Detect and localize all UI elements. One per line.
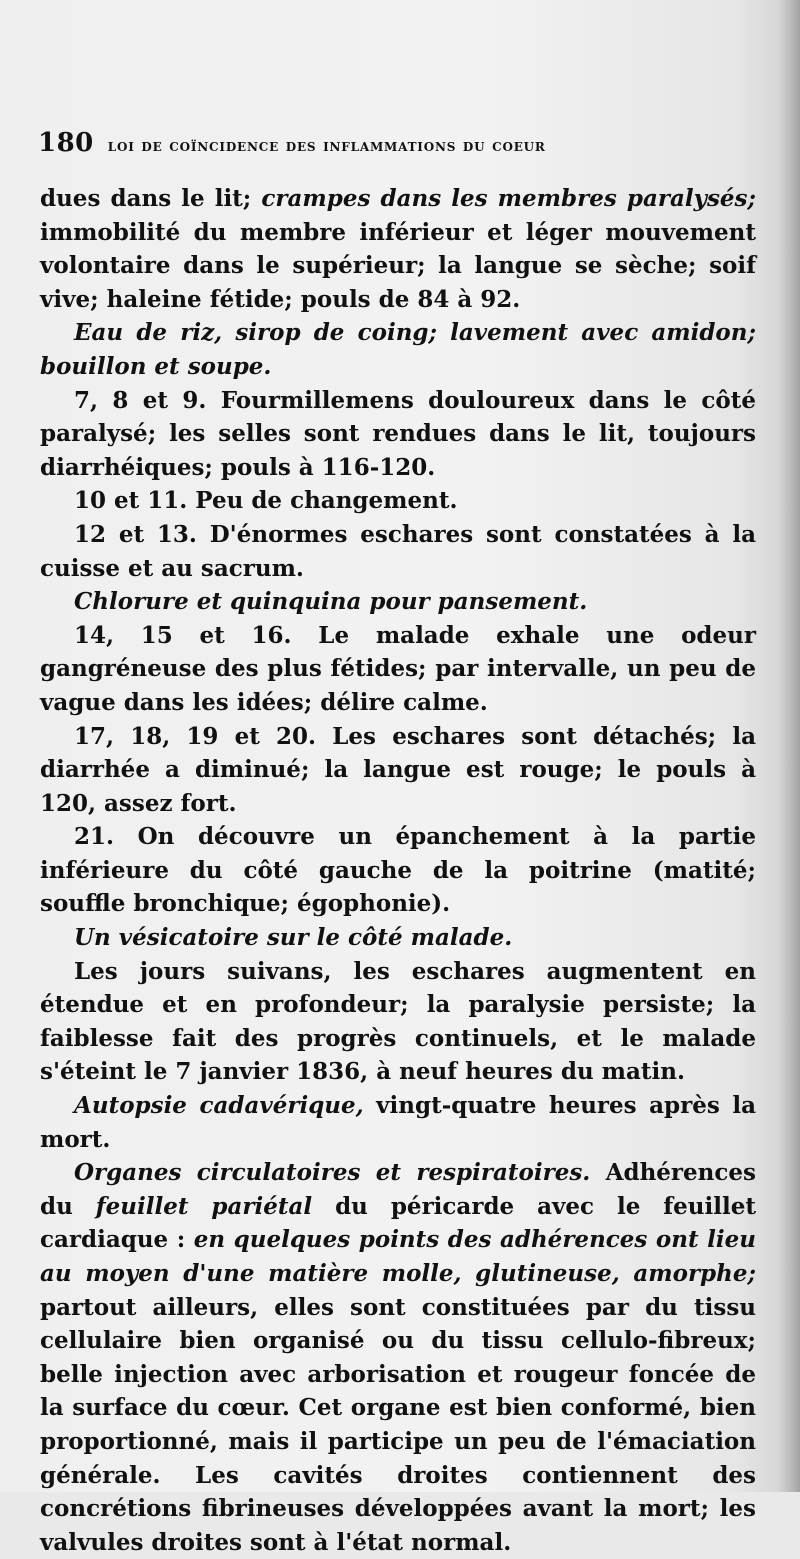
page-edge-shadow [778,0,800,1492]
paragraph-days-12-13 [40,518,756,585]
paragraph-treatment-3 [40,921,756,955]
text-run: immobilité du membre inférieur et léger mouvement volontaire dans le supérieur; la langue se sèche; soif vive; haleine fétide; pouls de 84 à 92. [40,218,756,313]
text-run: dues dans le lit; [40,185,262,212]
text-run: 14, 15 et 16. Le malade exhale une odeur gangréneuse des plus fétides; par intervalle, un peu de vague dans les idées; délire calme. [40,621,756,716]
page-header [38,128,738,164]
paragraph-following-days [40,955,756,1089]
text-run: 7, 8 et 9. Fourmillemens douloureux dans le côté paralysé; les selles sont rendues dans le lit, toujours diarrhéiques; pouls à 116-120. [40,386,756,481]
italic-run: Organes circulatoires et respiratoires. [74,1159,591,1187]
paragraph-days-17-20 [40,720,756,821]
paragraph-treatment-2 [40,585,756,619]
paragraph-days-14-16 [40,619,756,720]
text-run: Les jours suivans, les eschares augmentent en étendue et en profondeur; la paralysie persiste; la faiblesse fait des progrès continuels, et le malade s'éteint le 7 janvier 1836, à neuf heures du matin. [40,957,756,1086]
italic-run: Eau de riz, sirop de coing; lavement avec amidon; bouillon et soupe. [40,319,756,380]
text-run: 10 et 11. Peu de changement. [74,487,458,515]
text-run: partout ailleurs, elles sont constituées par du tissu cellulaire bien organisé ou du tissu cellulo-fibreux; belle injection avec arborisation et rougeur foncée de la surface du cœur. Cet organe est bien conformé, bien proportionné, mais il participe un peu de l'émaciation générale. Les cavités droites contiennent des concrétions fibrineuses développées avant la mort; les valvules droites sont à l'état normal. [40,1293,756,1556]
italic-run: en quelques points des adhérences ont lieu au moyen d'une matière molle, glutineuse, amorphe; [40,1226,756,1287]
italic-run: crampes dans les membres paralysés; [261,185,756,212]
paragraph-continuation [40,182,756,316]
italic-run: Un vésicatoire sur le côté malade. [74,924,513,952]
text-run: vingt-quatre heures après la mort. [40,1092,756,1153]
running-head: loi de coïncidence des inflammations du coeur [107,136,546,156]
text-run: 21. On découvre un épanchement à la partie inférieure du côté gauche de la poitrine (matité; souffle bronchique; égophonie). [40,823,756,918]
body-text [40,182,756,1559]
text-run: du péricarde avec le feuillet cardiaque : [40,1192,756,1254]
paragraph-days-7-9 [40,384,756,485]
paragraph-day-21 [40,820,756,921]
text-run: Adhérences du [40,1159,756,1220]
paragraph-treatment [40,316,756,383]
italic-run: Chlorure et quinquina pour pansement. [74,588,588,616]
text-run: 12 et 13. D'énormes eschares sont constatées à la cuisse et au sacrum. [40,520,756,582]
italic-run: feuillet pariétal [95,1192,313,1220]
text-run: 17, 18, 19 et 20. Les eschares sont détachés; la diarrhée a diminué; la langue est rouge; le pouls à 120, assez fort. [40,722,756,817]
paragraph-days-10-11 [40,484,756,518]
paragraph-organs [40,1156,756,1559]
italic-run: Autopsie cadavérique, [74,1092,364,1120]
page-number: 180 [38,128,94,158]
paragraph-autopsy [40,1089,756,1156]
